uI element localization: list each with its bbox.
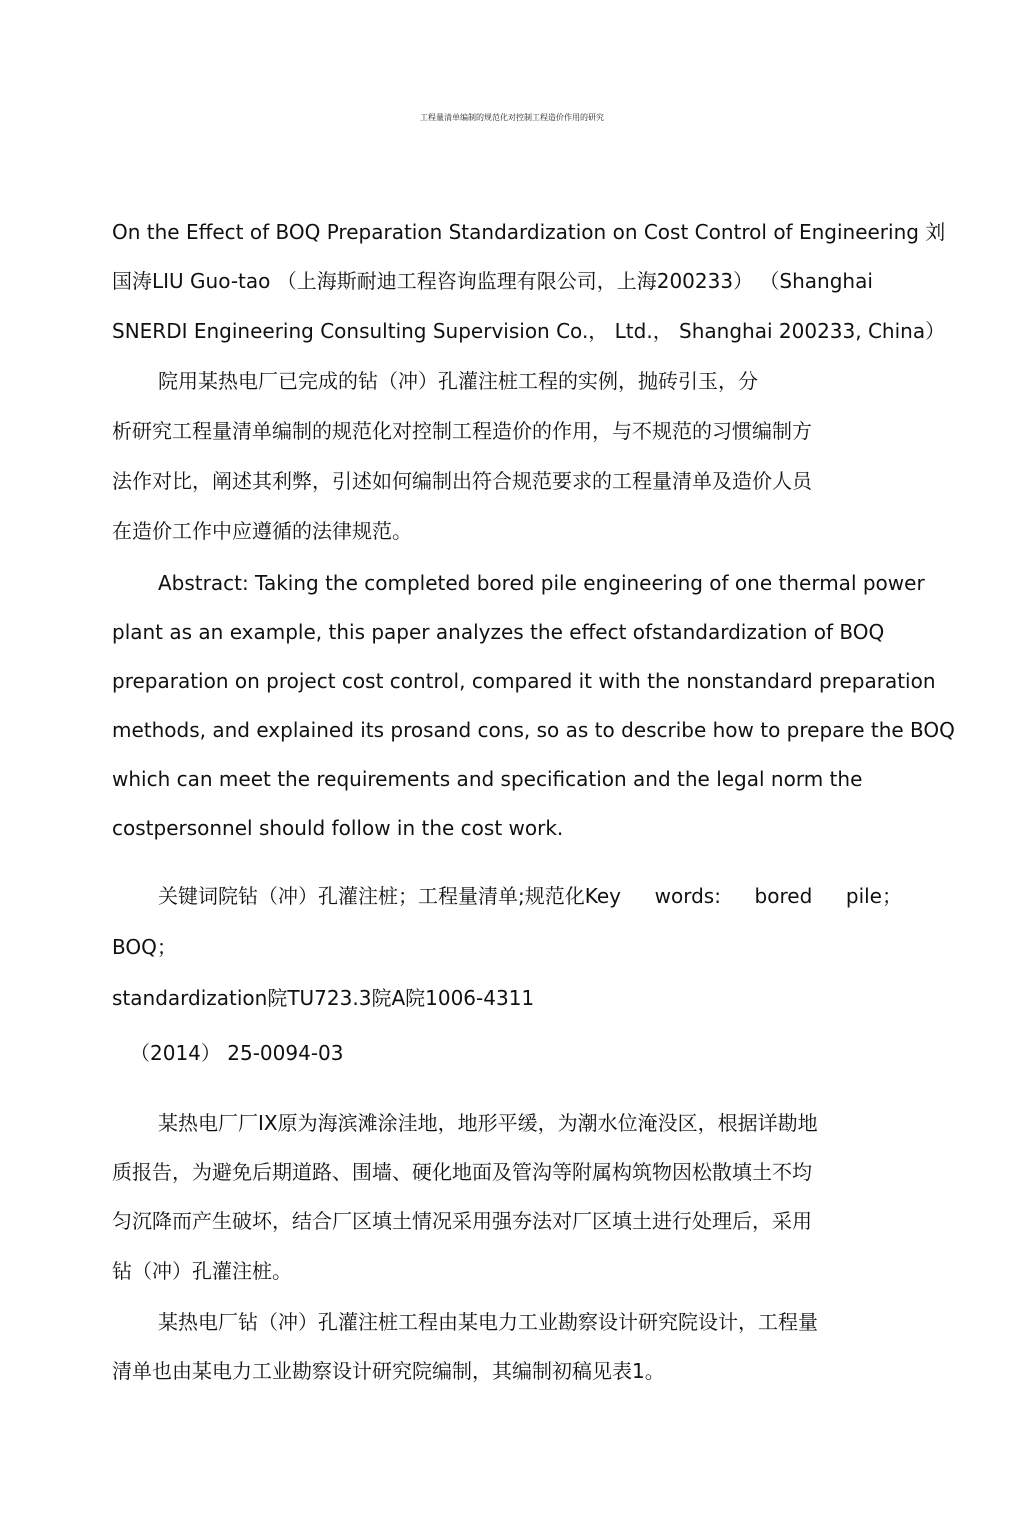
abstract-cn-line-1: 院用某热电厂已完成的钻（冲）孔灌注桩工程的实例，抛砖引玉，分 <box>158 369 758 393</box>
classification-line: standardization院TU723.3院A院1006-4311 <box>112 986 535 1010</box>
body-p1-line-1: 某热电厂厂IX原为海滨滩涂洼地，地形平缓，为潮水位淹没区，根据详勘地 <box>158 1111 818 1135</box>
abstract-en-line-1: Abstract: Taking the completed bored pile engineering of one thermal power <box>158 571 925 595</box>
body-p1-line-4: 钻（冲）孔灌注桩。 <box>112 1259 292 1283</box>
keyword-pile: pile； <box>845 884 902 908</box>
keywords-cn: 关键词院钻（冲）孔灌注桩；工程量清单;规范化Key <box>158 884 621 908</box>
abstract-cn-line-4: 在造价工作中应遵循的法律规范。 <box>112 519 412 543</box>
keyword-bored: bored <box>754 884 813 908</box>
abstract-cn-line-2: 析研究工程量清单编制的规范化对控制工程造价的作用，与不规范的习惯编制方 <box>112 419 812 443</box>
abstract-en-line-3: preparation on project cost control, compared it with the nonstandard preparation <box>112 669 936 693</box>
body-p2-line-2: 清单也由某电力工业勘察设计研究院编制，其编制初稿见表1。 <box>112 1359 665 1383</box>
abstract-cn-line-3: 法作对比，阐述其利弊，引述如何编制出符合规范要求的工程量清单及造价人员 <box>112 469 812 493</box>
abstract-en-line-6: costpersonnel should follow in the cost work. <box>112 816 564 840</box>
body-p2-line-1: 某热电厂钻（冲）孔灌注桩工程由某电力工业勘察设计研究院设计，工程量 <box>158 1310 818 1334</box>
author-line-1: On the Effect of BOQ Preparation Standardization on Cost Control of Engineering 刘 <box>112 220 946 244</box>
abstract-en-line-5: which can meet the requirements and specification and the legal norm the <box>112 767 863 791</box>
abstract-en-line-2: plant as an example, this paper analyzes the effect ofstandardization of BOQ <box>112 620 885 644</box>
body-p1-line-3: 匀沉降而产生破坏，结合厂区填土情况采用强夯法对厂区填土进行处理后，采用 <box>112 1209 812 1233</box>
abstract-en-line-4: methods, and explained its prosand cons, so as to describe how to prepare the BOQ <box>112 718 955 742</box>
body-p1-line-2: 质报告，为避免后期道路、围墙、硬化地面及管沟等附属构筑物因松散填土不均 <box>112 1160 812 1184</box>
keywords-line-1 <box>158 883 902 909</box>
keywords-en-label: words: <box>654 884 721 908</box>
author-line-3: SNERDI Engineering Consulting Supervision Co.， Ltd.， Shanghai 200233, China） <box>112 319 946 343</box>
article-number-line: （2014） 25-0094-03 <box>130 1041 344 1065</box>
author-line-2: 国涛LIU Guo-tao （上海斯耐迪工程咨询监理有限公司，上海200233） （Shanghai <box>112 269 873 293</box>
keywords-line-2: BOQ； <box>112 935 177 959</box>
paper-title: 工程量清单编制的规范化对控制工程造价作用的研究 <box>420 113 604 122</box>
